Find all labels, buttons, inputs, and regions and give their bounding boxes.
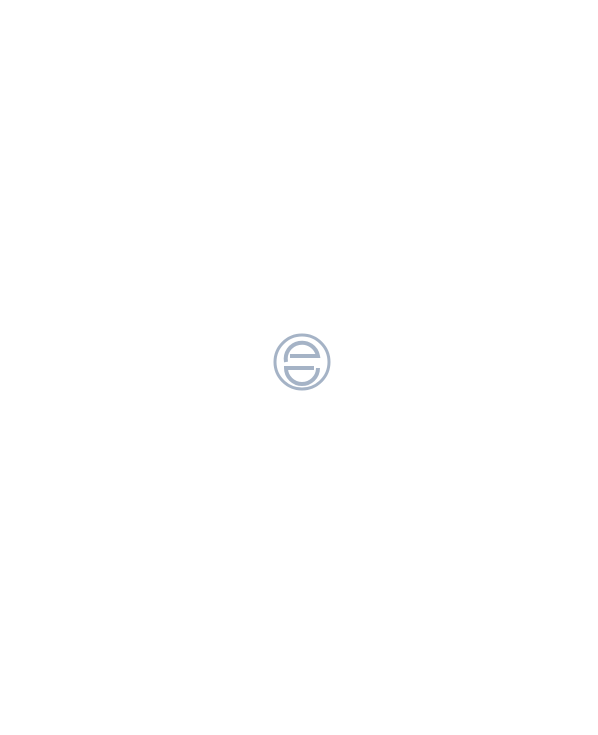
watermark-logo: [270, 330, 334, 394]
chart-top-2900rpm: [0, 0, 598, 350]
chart-bottom-1450-980rpm: [0, 360, 598, 735]
